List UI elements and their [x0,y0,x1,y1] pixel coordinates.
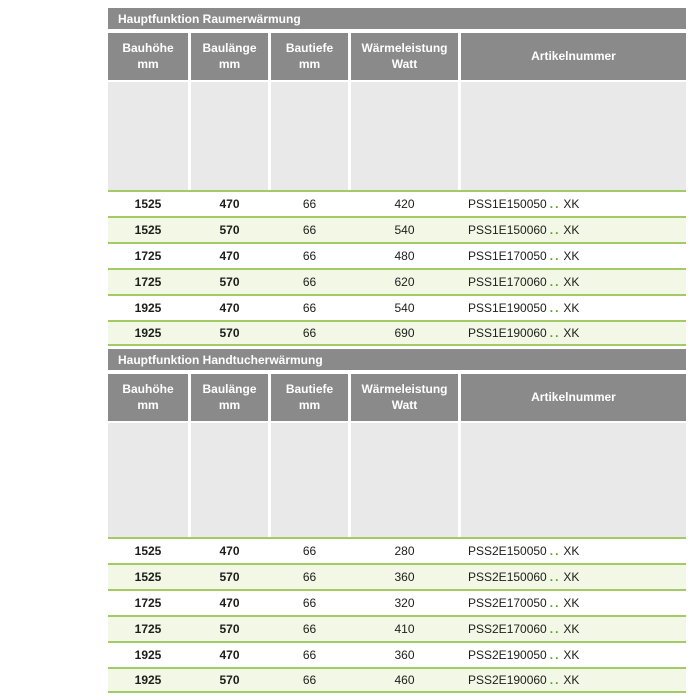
cell-length-mm: 570 [219,570,240,584]
article-suffix: XK [563,596,580,610]
table-row [108,216,686,242]
cell-watt: 280 [394,544,415,558]
cell-height-mm: 1525 [134,544,162,558]
column-header-label: Bautiefe [285,40,334,55]
product-image-placeholder [351,82,458,190]
cell-length-mm: 570 [219,223,240,237]
cell-depth-mm: 66 [302,197,317,211]
article-prefix: PSS1E170060 [468,275,547,289]
cell-depth-mm: 66 [302,673,317,687]
product-image-placeholder-row [108,82,686,190]
article-color-code-dots: .. [549,544,561,558]
product-image-placeholder [108,423,188,537]
table-header-row [108,33,686,80]
cell-depth-mm: 66 [302,570,317,584]
table-row [108,641,686,667]
cell-article-number [461,301,686,315]
column-header [271,374,348,421]
article-suffix: XK [563,223,580,237]
article-suffix: XK [563,326,580,340]
article-prefix: PSS2E190060 [468,673,547,687]
spec-table [108,349,686,693]
article-color-code-dots: .. [549,648,561,662]
article-color-code-dots: .. [549,249,561,263]
column-header [461,33,686,80]
column-header [351,374,458,421]
column-header [191,374,268,421]
table-header-row [108,374,686,421]
article-suffix: XK [563,197,580,211]
cell-watt: 410 [394,622,415,636]
column-header [461,374,686,421]
article-suffix: XK [563,544,580,558]
cell-length-mm: 470 [219,197,240,211]
cell-article-number [461,197,686,211]
cell-depth-mm: 66 [302,301,317,315]
cell-height-mm: 1925 [134,301,162,315]
cell-height-mm: 1525 [134,570,162,584]
column-header-label: Wärmeleistung [361,381,448,396]
article-prefix: PSS2E190050 [468,648,547,662]
column-header-unit: mm [137,397,159,412]
cell-watt: 320 [394,596,415,610]
article-prefix: PSS2E150050 [468,544,547,558]
column-header-unit: mm [298,397,321,412]
article-color-code-dots: .. [549,275,561,289]
cell-length-mm: 470 [219,544,240,558]
cell-height-mm: 1925 [134,326,162,340]
article-color-code-dots: .. [549,570,561,584]
product-image-placeholder [108,82,188,190]
article-color-code-dots: .. [549,301,561,315]
cell-depth-mm: 66 [302,622,317,636]
cell-article-number [461,596,686,610]
cell-length-mm: 570 [219,326,240,340]
article-prefix: PSS2E150060 [468,570,547,584]
article-color-code-dots: .. [549,596,561,610]
cell-watt: 360 [394,648,415,662]
product-image-placeholder [191,423,268,537]
cell-height-mm: 1725 [134,596,162,610]
cell-watt: 480 [394,249,415,263]
cell-height-mm: 1725 [134,622,162,636]
cell-height-mm: 1925 [134,673,162,687]
article-color-code-dots: .. [549,223,561,237]
column-header-label: Wärmeleistung [361,40,448,55]
table-row [108,615,686,641]
cell-height-mm: 1725 [134,249,162,263]
table-row [108,242,686,268]
product-image-placeholder [461,82,686,190]
cell-depth-mm: 66 [302,648,317,662]
product-image-placeholder [271,82,348,190]
spec-table [108,8,686,346]
cell-article-number [461,249,686,263]
article-suffix: XK [563,673,580,687]
article-color-code-dots: .. [549,197,561,211]
product-image-placeholder [191,82,268,190]
column-header [271,33,348,80]
cell-length-mm: 470 [219,301,240,315]
column-header-label: Bauhöhe [122,381,174,396]
cell-depth-mm: 66 [302,326,317,340]
table-row [108,589,686,615]
column-header-unit: Watt [391,56,418,71]
product-image-placeholder-row [108,423,686,537]
product-image-placeholder [461,423,686,537]
article-prefix: PSS2E170050 [468,596,547,610]
cell-height-mm: 1925 [134,648,162,662]
column-header-label: Baulänge [202,40,257,55]
cell-watt: 540 [394,301,415,315]
cell-length-mm: 570 [219,673,240,687]
article-suffix: XK [563,570,580,584]
column-header-label: Artikelnummer [531,48,616,63]
table-row [108,320,686,346]
cell-length-mm: 470 [219,249,240,263]
article-prefix: PSS1E190060 [468,326,547,340]
cell-length-mm: 570 [219,622,240,636]
cell-watt: 360 [394,570,415,584]
table-row [108,537,686,563]
cell-depth-mm: 66 [302,596,317,610]
table-row [108,268,686,294]
column-header-label: Baulänge [202,381,257,396]
column-header [108,374,188,421]
cell-article-number [461,648,686,662]
article-suffix: XK [563,648,580,662]
cell-depth-mm: 66 [302,544,317,558]
table-row [108,667,686,693]
column-header [191,33,268,80]
cell-depth-mm: 66 [302,223,317,237]
cell-watt: 620 [394,275,415,289]
article-suffix: XK [563,301,580,315]
article-prefix: PSS2E170060 [468,622,547,636]
cell-watt: 420 [394,197,415,211]
table-body [108,190,686,346]
article-prefix: PSS1E190050 [468,301,547,315]
product-image-placeholder [351,423,458,537]
column-header [351,33,458,80]
column-header [108,33,188,80]
article-suffix: XK [563,249,580,263]
column-header-unit: mm [218,397,241,412]
cell-article-number [461,223,686,237]
column-header-unit: mm [298,56,321,71]
column-header-unit: Watt [391,397,418,412]
article-color-code-dots: .. [549,326,561,340]
cell-height-mm: 1525 [134,197,162,211]
table-row [108,190,686,216]
column-header-unit: mm [137,56,159,71]
table-title: Hauptfunktion Handtucherwärmung [108,349,686,370]
cell-article-number [461,275,686,289]
cell-depth-mm: 66 [302,249,317,263]
product-image-placeholder [271,423,348,537]
column-header-label: Bautiefe [285,381,334,396]
table-title: Hauptfunktion Raumerwärmung [108,8,686,29]
article-color-code-dots: .. [549,622,561,636]
article-color-code-dots: .. [549,673,561,687]
column-header-unit: mm [218,56,241,71]
cell-depth-mm: 66 [302,275,317,289]
cell-article-number [461,326,686,340]
cell-article-number [461,570,686,584]
cell-watt: 460 [394,673,415,687]
article-prefix: PSS1E170050 [468,249,547,263]
article-suffix: XK [563,622,580,636]
article-prefix: PSS1E150060 [468,223,547,237]
table-body [108,537,686,693]
cell-watt: 540 [394,223,415,237]
article-suffix: XK [563,275,580,289]
cell-length-mm: 570 [219,275,240,289]
cell-watt: 690 [394,326,415,340]
column-header-label: Bauhöhe [122,40,174,55]
cell-height-mm: 1525 [134,223,162,237]
table-row [108,563,686,589]
cell-article-number [461,673,686,687]
cell-length-mm: 470 [219,596,240,610]
table-row [108,294,686,320]
cell-article-number [461,544,686,558]
article-prefix: PSS1E150050 [468,197,547,211]
cell-height-mm: 1725 [134,275,162,289]
cell-article-number [461,622,686,636]
column-header-label: Artikelnummer [531,389,616,404]
cell-length-mm: 470 [219,648,240,662]
